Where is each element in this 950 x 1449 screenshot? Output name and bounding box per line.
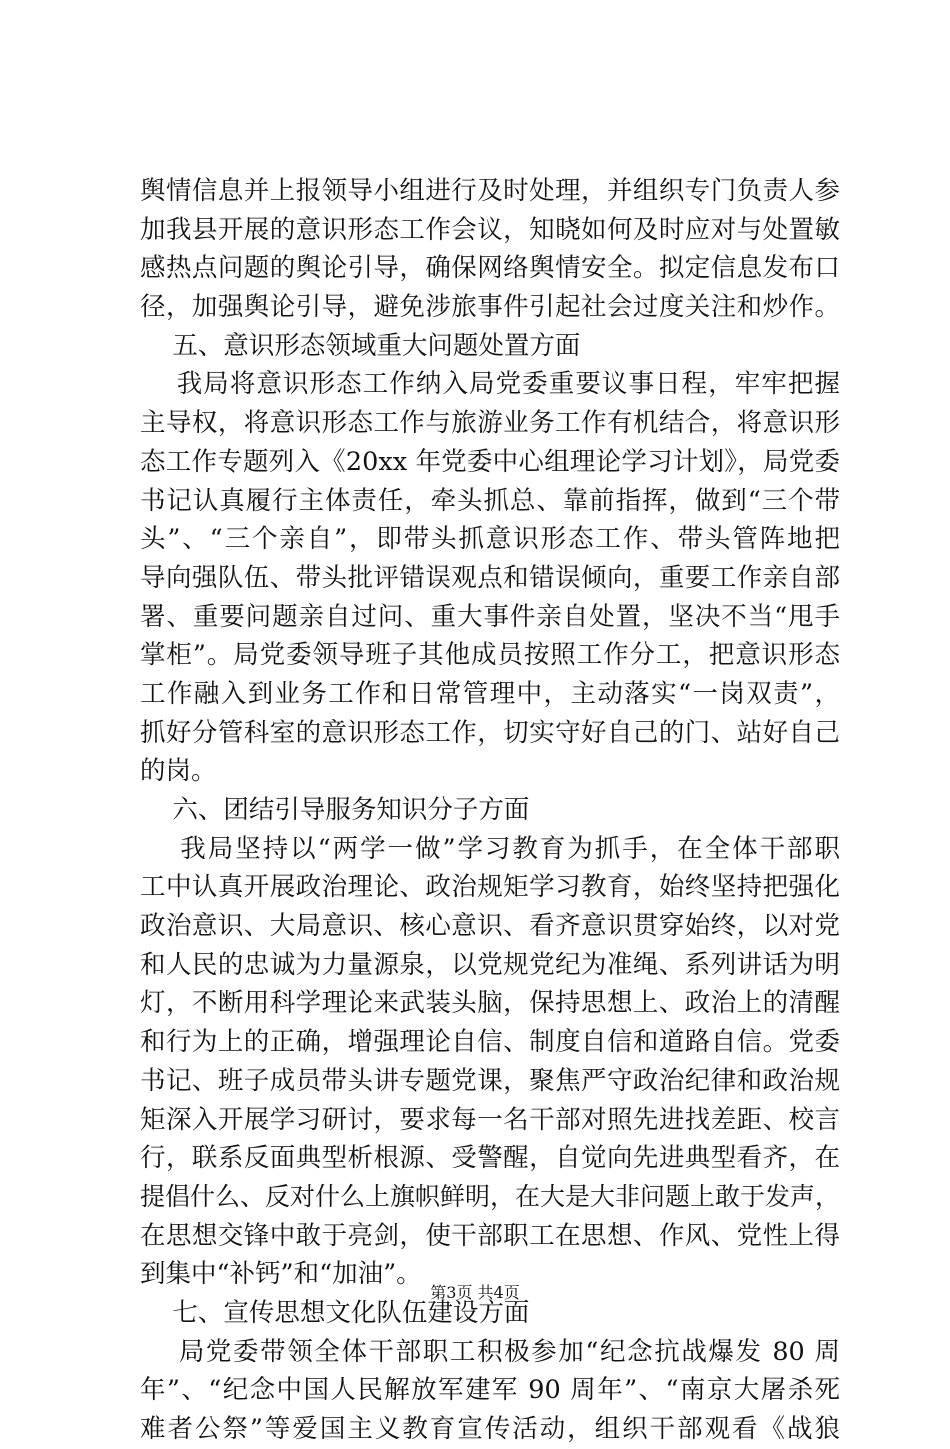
text-line: 我局坚持以“两学一做”学习教育为抓手，在全体干部职 <box>140 833 840 864</box>
text-line: 工中认真开展政治理论、政治规矩学习教育，始终坚持把强化 <box>140 872 840 903</box>
text-line: 难者公祭”等爱国主义教育宣传活动，组织干部观看《战狼 <box>140 1414 840 1444</box>
text-line: 和人民的忠诚为力量源泉，以党规党纪为准绳、系列讲话为明 <box>140 949 840 980</box>
text-line: 书记、班子成员带头讲专题党课，聚焦严守政治纪律和政治规 <box>140 1065 840 1096</box>
text-line: 抓好分管科室的意识形态工作，切实守好自己的门、站好自己 <box>140 717 840 748</box>
text-line: 加我县开展的意识形态工作会议，知晓如何及时应对与处置敏 <box>140 214 840 245</box>
text-line: 提倡什么、反对什么上旗帜鲜明，在大是大非问题上敢于发声， <box>140 1181 841 1211</box>
page-footer: 第3页 共4页 <box>430 1283 520 1302</box>
text-line: 主导权，将意识形态工作与旅游业务工作有机结合，将意识形 <box>140 408 840 439</box>
text-line: 舆情信息并上报领导小组进行及时处理，并组织专门负责人参 <box>140 176 840 206</box>
section-heading: 七、宣传思想文化队伍建设方面 <box>140 1297 530 1328</box>
text-line: 掌柜”。局党委领导班子其他成员按照工作分工，把意识形态 <box>140 640 840 671</box>
text-line: 在思想交锋中敢于亮剑，使干部职工在思想、作风、党性上得 <box>140 1220 840 1251</box>
text-line: 到集中“补钙”和“加油”。 <box>140 1259 422 1290</box>
text-line: 感热点问题的舆论引导，确保网络舆情安全。拟定信息发布口 <box>140 253 840 284</box>
text-line: 的岗。 <box>140 756 217 787</box>
section-heading: 五、意识形态领域重大问题处置方面 <box>140 330 581 361</box>
text-line: 我局将意识形态工作纳入局党委重要议事日程，牢牢把握 <box>140 369 840 400</box>
text-line: 径，加强舆论引导，避免涉旅事件引起社会过度关注和炒作。 <box>140 292 840 323</box>
text-line: 灯，不断用科学理论来武装头脑，保持思想上、政治上的清醒 <box>140 988 840 1019</box>
text-line: 书记认真履行主体责任，牵头抓总、靠前指挥，做到“三个带 <box>140 485 840 516</box>
section-heading: 六、团结引导服务知识分子方面 <box>140 795 530 825</box>
text-line: 导向强队伍、带头批评错误观点和错误倾向，重要工作亲自部 <box>140 562 840 593</box>
text-line: 年”、“纪念中国人民解放军建军 90 周年”、“南京大屠杀死 <box>140 1375 840 1406</box>
text-line: 政治意识、大局意识、核心意识、看齐意识贯穿始终，以对党 <box>140 911 840 942</box>
text-line: 头”、“三个亲自”，即带头抓意识形态工作、带头管阵地把 <box>140 524 840 555</box>
text-line: 态工作专题列入《20xx 年党委中心组理论学习计划》，局党委 <box>140 446 840 477</box>
text-line: 工作融入到业务工作和日常管理中，主动落实“一岗双责”， <box>140 678 840 709</box>
text-line: 署、重要问题亲自过问、重大事件亲自处置，坚决不当“甩手 <box>140 601 840 632</box>
text-line: 矩深入开展学习研讨，要求每一名干部对照先进找差距、校言 <box>140 1104 840 1135</box>
text-line: 行，联系反面典型析根源、受警醒，自觉向先进典型看齐，在 <box>140 1143 840 1174</box>
document-body <box>140 172 840 1449</box>
text-line: 局党委带领全体干部职工积极参加“纪念抗战爆发 80 周 <box>140 1336 840 1367</box>
text-line: 和行为上的正确，增强理论自信、制度自信和道路自信。党委 <box>140 1027 840 1058</box>
